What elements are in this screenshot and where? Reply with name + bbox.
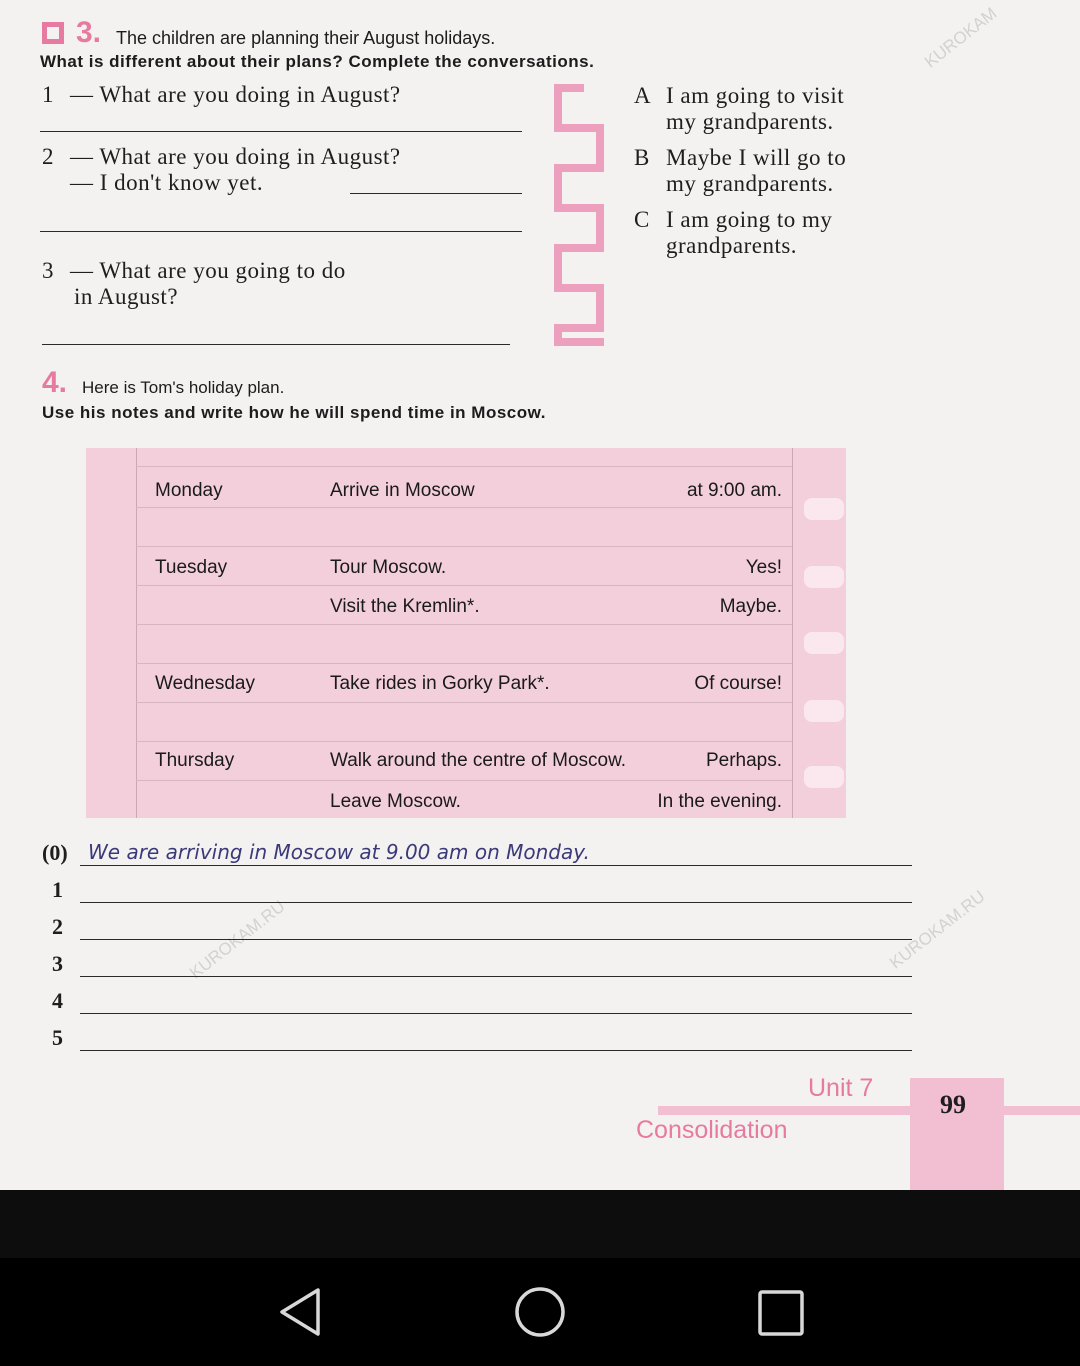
ex3-answer-line: grandparents. [666, 233, 798, 258]
ex3-answer-line: my grandparents. [666, 171, 834, 196]
ex3-answer-line: my grandparents. [666, 109, 834, 134]
ex3-item-line: — What are you doing in August? [70, 82, 401, 107]
table-divider [792, 448, 793, 818]
table-divider [136, 448, 137, 818]
recent-apps-icon[interactable] [758, 1290, 804, 1336]
plan-note: Yes! [745, 557, 782, 578]
plan-activity: Tour Moscow. [330, 557, 447, 578]
plan-day: Wednesday [155, 673, 255, 694]
table-row-line [136, 546, 792, 547]
example-answer-handwritten: We are arriving in Moscow at 9.00 am on Monday. [88, 840, 590, 864]
ex3-answer-letter: A [634, 83, 651, 108]
exercise-4-instruction: Here is Tom's holiday plan. [82, 378, 285, 397]
answer-line-number: 5 [52, 1025, 63, 1050]
answer-line[interactable] [40, 131, 522, 132]
notebook-tab [804, 498, 844, 520]
plan-day: Tuesday [155, 557, 228, 578]
footer-stripe [1004, 1106, 1080, 1115]
watermark: KUROKAM.RU [886, 886, 989, 973]
plan-day: Thursday [155, 750, 235, 771]
answer-line[interactable] [42, 344, 510, 345]
notebook-tab [804, 632, 844, 654]
answer-line-number: 4 [52, 988, 63, 1013]
ex3-item-line: — I don't know yet. [70, 170, 264, 195]
notebook-tab [804, 566, 844, 588]
watermark: KUROKAM.RU [186, 896, 289, 983]
plan-day: Monday [155, 480, 223, 501]
ex3-answer-line: I am going to my [666, 207, 833, 232]
plan-note: at 9:00 am. [686, 480, 782, 501]
answer-line[interactable] [80, 865, 912, 866]
plan-note: Perhaps. [705, 750, 782, 771]
ex3-answer-letter: B [634, 145, 650, 170]
ex3-item-line: — What are you going to do [70, 258, 346, 283]
android-navigation-bar [0, 1258, 1080, 1366]
answer-line[interactable] [80, 976, 912, 977]
plan-activity: Walk around the centre of Moscow. [330, 750, 627, 771]
answer-line-number: 1 [52, 877, 63, 902]
screen-gap [0, 1190, 1080, 1258]
exercise-4-question: Use his notes and write how he will spend time in Moscow. [42, 403, 546, 422]
footer-stripe [658, 1106, 910, 1115]
notebook-tab [804, 766, 844, 788]
plan-activity: Leave Moscow. [330, 791, 461, 812]
ex3-answer-line: I am going to visit [666, 83, 845, 108]
table-row-line [136, 624, 792, 625]
table-row-line [136, 507, 792, 508]
example-label: (0) [42, 840, 68, 865]
answer-line[interactable] [80, 902, 912, 903]
notebook-tab [804, 700, 844, 722]
home-icon[interactable] [514, 1286, 566, 1338]
answer-line[interactable] [350, 193, 522, 194]
exercise-3-instruction: The children are planning their August holidays. [116, 28, 496, 48]
table-row-line [136, 741, 792, 742]
pink-bracket-decoration [550, 84, 610, 348]
answer-line-number: 3 [52, 951, 63, 976]
ex3-answer-letter: C [634, 207, 650, 232]
page-number: 99 [940, 1090, 966, 1119]
table-row-line [136, 780, 792, 781]
section-label: Consolidation [636, 1116, 788, 1144]
ex3-item-line: — What are you doing in August? [70, 144, 401, 169]
answer-line-number: 2 [52, 914, 63, 939]
plan-note: Maybe. [719, 596, 782, 617]
answer-line[interactable] [40, 231, 522, 232]
ex3-item-line: in August? [74, 284, 179, 309]
back-icon[interactable] [276, 1286, 324, 1338]
plan-note: Of course! [694, 673, 782, 694]
ex3-item-number: 2 [42, 144, 54, 169]
ex3-item-number: 1 [42, 82, 54, 107]
plan-activity: Arrive in Moscow [330, 480, 475, 501]
table-row-line [136, 702, 792, 703]
unit-label: Unit 7 [808, 1074, 874, 1102]
table-row-line [136, 663, 792, 664]
answer-line[interactable] [80, 1050, 912, 1051]
ex3-answer-line: Maybe I will go to [666, 145, 847, 170]
pair-work-icon [42, 22, 64, 44]
exercise-4-number: 4. [42, 366, 68, 399]
exercise-3-number: 3. [76, 16, 102, 49]
table-row-line [136, 466, 792, 467]
answer-line[interactable] [80, 1013, 912, 1014]
plan-note: In the evening. [657, 791, 782, 812]
plan-activity: Take rides in Gorky Park*. [330, 673, 550, 694]
plan-activity: Visit the Kremlin*. [330, 596, 480, 617]
exercise-3-question: What is different about their plans? Complete the conversations. [40, 52, 595, 71]
table-row-line [136, 585, 792, 586]
answer-line[interactable] [80, 939, 912, 940]
ex3-item-number: 3 [42, 258, 54, 283]
watermark: KUROKAM [920, 3, 1001, 72]
